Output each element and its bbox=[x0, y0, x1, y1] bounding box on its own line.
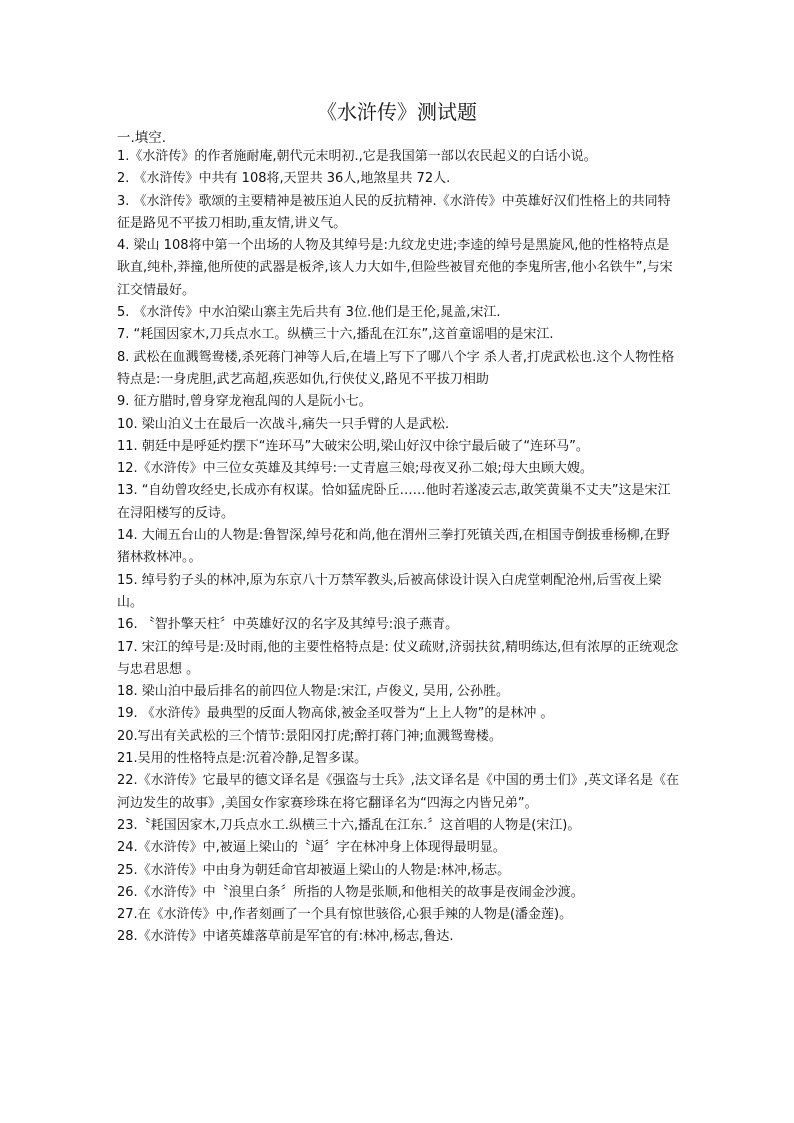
question-item: 27.在《水浒传》中,作者刻画了一个具有惊世骇俗,心狠手辣的人物是(潘金莲)。 bbox=[117, 907, 573, 923]
question-item: 1.《水浒传》的作者施耐庵,朝代元末明初.,它是我国第一部以农民起义的白话小说。 bbox=[117, 149, 597, 164]
question-item: 23.〝耗国因家木,刀兵点水工.纵横三十六,播乱在江东.〞这首唱的人物是(宋江)。 bbox=[117, 817, 581, 833]
document-title: 《水浒传》测试题 bbox=[317, 100, 477, 124]
question-item: 21.吴用的性格特点是:沉着冷静,足智多谋。 bbox=[117, 751, 368, 767]
question-item: 16. 〝智扑擎天柱〞中英雄好汉的名字及其绰号:浪子燕青。 bbox=[117, 617, 459, 633]
question-item: 5. 《水浒传》中水泊梁山寨主先后共有 3位.他们是王伦,晁盖,宋江. bbox=[117, 305, 501, 321]
question-item: 11. 朝廷中是呼延灼摆下“连环马”大破宋公明,梁山好汉中徐宁最后破了“连环马”。 bbox=[117, 438, 589, 454]
question-item: 15. 绰号豹子头的林冲,原为东京八十万禁军教头,后被高俅设计误入白虎堂刺配沧州,后雪夜上梁山。 bbox=[117, 572, 662, 610]
question-item: 18. 梁山泊中最后排名的前四位人物是:宋江, 卢俊义, 吴用, 公孙胜。 bbox=[117, 684, 509, 700]
question-item: 13. “自幼曾攻经史,长成亦有权谋。恰如猛虎卧丘……他时若遂凌云志,敢笑黄巢不丈夫”这是宋江在浔阳楼写的反诗。 bbox=[117, 483, 671, 521]
question-item: 22.《水浒传》它最早的德文译名是《强盗与士兵》,法文译名是《中国的勇士们》,英文译名是《在河边发生的故事》,美国女作家赛珍珠在将它翻译名为“四海之内皆兄弟”。 bbox=[117, 773, 679, 811]
question-item: 20.写出有关武松的三个情节:景阳冈打虎;醉打蒋门神;血溅鸳鸯楼。 bbox=[117, 728, 502, 744]
question-item: 14. 大闹五台山的人物是:鲁智深,绰号花和尚,他在渭州三拳打死镇关西,在相国寺倒拔垂杨柳,在野猪林救林冲。。 bbox=[117, 528, 670, 566]
question-item: 8. 武松在血溅鸳鸯楼,杀死蒋门神等人后,在墙上写下了哪八个字 杀人者,打虎武松也.这个人物性格特点是:一身虎胆,武艺高超,疾恶如仇,行侠仗义,路见不平拔刀相助 bbox=[117, 349, 675, 387]
question-item: 24.《水浒传》中,被逼上梁山的〝逼〞字在林冲身上体现得最明显。 bbox=[117, 840, 506, 856]
question-item: 17. 宋江的绰号是:及时雨,他的主要性格特点是: 仗义疏财,济弱扶贫,精明练达,但有浓厚的正统观念与忠君思想 。 bbox=[117, 639, 679, 677]
question-item: 28.《水浒传》中诸英雄落草前是军官的有:林冲,杨志,鲁达. bbox=[117, 929, 454, 945]
question-item: 10. 梁山泊义士在最后一次战斗,痛失一只手臂的人是武松. bbox=[117, 416, 450, 432]
question-item: 3. 《水浒传》歌颂的主要精神是被压迫人民的反抗精神.《水浒传》中英雄好汉们性格上的共同特征是路见不平拔刀相助,重友情,讲义气。 bbox=[117, 193, 671, 231]
question-item: 2. 《水浒传》中共有 108将,天罡共 36人,地煞星共 72人. bbox=[117, 171, 451, 187]
question-item: 4. 梁山 108将中第一个出场的人物及其绰号是:九纹龙史进;李逵的绰号是黑旋风,他的性格特点是耿直,纯朴,莽撞,他所使的武器是板斧,该人力大如牛,但险些被冒充他的李鬼所害,他小名铁牛”,与宋江交情最好。 bbox=[117, 238, 673, 298]
question-item: 12.《水浒传》中三位女英雄及其绰号:一丈青扈三娘;母夜叉孙二娘;母大虫顾大嫂。 bbox=[117, 461, 593, 477]
section-heading: 一.填空. bbox=[117, 130, 167, 146]
question-item: 9. 征方腊时,曾身穿龙袍乱闯的人是阮小七。 bbox=[117, 394, 372, 410]
question-item: 19. 《水浒传》最典型的反面人物高俅,被金圣叹誉为“上上人物”的是林冲 。 bbox=[117, 706, 554, 722]
question-item: 7. “耗国因家木,刀兵点水工。纵横三十六,播乱在江东”,这首童谣唱的是宋江. bbox=[117, 327, 554, 343]
question-item: 25.《水浒传》中由身为朝廷命官却被逼上梁山的人物是:林冲,杨志。 bbox=[117, 862, 511, 878]
question-list bbox=[117, 146, 679, 949]
question-item: 26.《水浒传》中〝浪里白条〞所指的人物是张顺,和他相关的故事是夜闹金沙渡。 bbox=[117, 884, 584, 900]
